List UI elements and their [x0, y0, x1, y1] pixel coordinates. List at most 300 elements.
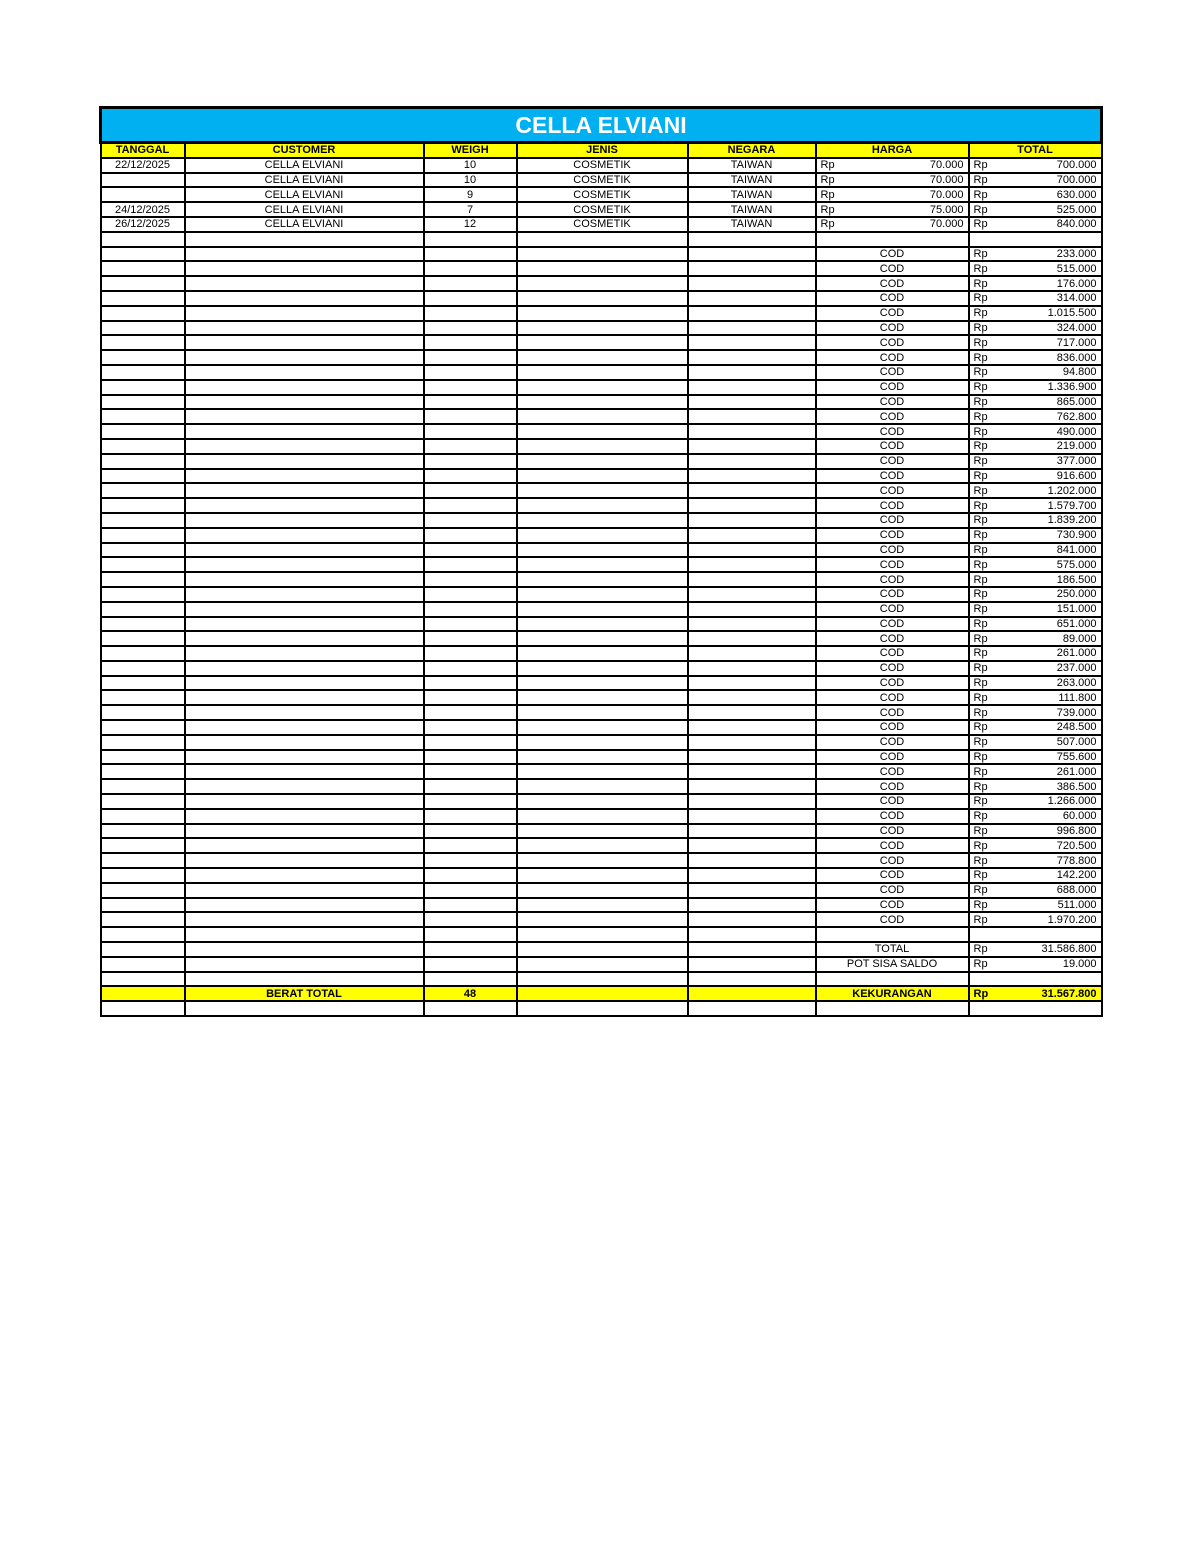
order-row	[101, 173, 1102, 188]
cell-cod-label: COD	[816, 247, 969, 262]
empty-row	[101, 972, 1102, 987]
empty-cell	[185, 291, 424, 306]
empty-cell	[517, 720, 688, 735]
empty-cell	[101, 602, 185, 617]
empty-cell	[101, 572, 185, 587]
empty-cell	[688, 557, 816, 572]
cell-cod-amount	[969, 750, 1102, 765]
empty-cell	[101, 868, 185, 883]
amount-value: 250.000	[1056, 588, 1097, 601]
cod-row	[101, 424, 1102, 439]
empty-cell	[185, 764, 424, 779]
empty-cell	[185, 690, 424, 705]
cell-cod-label: COD	[816, 321, 969, 336]
cod-row	[101, 572, 1102, 587]
cell-weigh: 7	[424, 202, 517, 217]
header-harga: HARGA	[816, 143, 969, 158]
empty-cell	[424, 261, 517, 276]
empty-cell	[688, 498, 816, 513]
empty-cell	[185, 1001, 424, 1016]
amount-value: 248.500	[1056, 721, 1097, 734]
cell-cod-amount	[969, 350, 1102, 365]
empty-cell	[185, 572, 424, 587]
cod-row	[101, 690, 1102, 705]
amount-value: 755.600	[1056, 751, 1097, 764]
empty-cell	[424, 868, 517, 883]
empty-cell	[688, 646, 816, 661]
empty-cell	[101, 720, 185, 735]
cell-cod-label: COD	[816, 898, 969, 913]
empty-cell	[424, 276, 517, 291]
empty-row	[101, 927, 1102, 942]
currency-label: Rp	[973, 617, 988, 630]
empty-cell	[101, 898, 185, 913]
amount-value: 739.000	[1056, 706, 1097, 719]
cell-harga	[816, 187, 969, 202]
cell-harga	[816, 202, 969, 217]
amount-value: 94.800	[1062, 366, 1097, 379]
empty-cell	[424, 794, 517, 809]
currency-label: Rp	[973, 292, 988, 305]
empty-cell	[185, 972, 424, 987]
pot-label: POT SISA SALDO	[816, 957, 969, 972]
currency-label: Rp	[973, 499, 988, 512]
empty-cell	[101, 824, 185, 839]
cod-row	[101, 883, 1102, 898]
cell-harga	[816, 217, 969, 232]
cod-row	[101, 365, 1102, 380]
empty-row	[101, 1001, 1102, 1016]
cell-total	[969, 202, 1102, 217]
cell-cod-label: COD	[816, 720, 969, 735]
empty-cell	[969, 972, 1102, 987]
cell-cod-amount	[969, 557, 1102, 572]
berat-total-label: BERAT TOTAL	[185, 986, 424, 1001]
currency-label: Rp	[973, 321, 988, 334]
currency-label: Rp	[973, 825, 988, 838]
cell-cod-amount	[969, 439, 1102, 454]
currency-label: Rp	[973, 484, 988, 497]
cod-row	[101, 291, 1102, 306]
cell-cod-label: COD	[816, 469, 969, 484]
empty-cell	[517, 247, 688, 262]
cod-row	[101, 853, 1102, 868]
amount-value: 70.000	[929, 173, 964, 186]
empty-cell	[517, 927, 688, 942]
empty-cell	[688, 602, 816, 617]
empty-cell	[688, 261, 816, 276]
amount-value: 490.000	[1056, 425, 1097, 438]
cell-customer: CELLA ELVIANI	[185, 173, 424, 188]
empty-cell	[185, 454, 424, 469]
empty-cell	[517, 646, 688, 661]
empty-cell	[688, 1001, 816, 1016]
amount-value: 142.200	[1056, 869, 1097, 882]
empty-cell	[185, 883, 424, 898]
empty-cell	[185, 380, 424, 395]
cell-cod-amount	[969, 779, 1102, 794]
currency-label: Rp	[973, 440, 988, 453]
empty-cell	[424, 912, 517, 927]
currency-label: Rp	[820, 188, 835, 201]
cell-cod-label: COD	[816, 350, 969, 365]
amount-value: 507.000	[1056, 736, 1097, 749]
amount-value: 219.000	[1056, 440, 1097, 453]
empty-cell	[424, 927, 517, 942]
empty-cell	[517, 794, 688, 809]
empty-cell	[688, 779, 816, 794]
header-negara: NEGARA	[688, 143, 816, 158]
cod-row	[101, 720, 1102, 735]
cod-row	[101, 794, 1102, 809]
empty-cell	[517, 335, 688, 350]
empty-cell	[424, 557, 517, 572]
empty-cell	[424, 705, 517, 720]
amount-value: 31.586.800	[1041, 943, 1097, 956]
empty-cell	[688, 720, 816, 735]
empty-cell	[517, 912, 688, 927]
invoice-table	[99, 106, 1103, 1017]
empty-cell	[424, 439, 517, 454]
empty-cell	[517, 1001, 688, 1016]
cell-cod-label: COD	[816, 454, 969, 469]
cell-negara: TAIWAN	[688, 202, 816, 217]
currency-label: Rp	[973, 203, 988, 216]
cell-harga	[816, 158, 969, 173]
empty-cell	[185, 794, 424, 809]
empty-cell	[185, 587, 424, 602]
empty-cell	[969, 927, 1102, 942]
empty-cell	[969, 232, 1102, 247]
empty-cell	[424, 883, 517, 898]
empty-cell	[688, 853, 816, 868]
cell-cod-amount	[969, 306, 1102, 321]
empty-cell	[688, 631, 816, 646]
cell-cod-amount	[969, 513, 1102, 528]
empty-cell	[517, 483, 688, 498]
empty-cell	[517, 824, 688, 839]
empty-cell	[517, 469, 688, 484]
empty-cell	[101, 676, 185, 691]
empty-cell	[101, 424, 185, 439]
empty-cell	[517, 350, 688, 365]
empty-cell	[185, 735, 424, 750]
currency-label: Rp	[973, 277, 988, 290]
currency-label: Rp	[973, 247, 988, 260]
cell-cod-label: COD	[816, 794, 969, 809]
header-customer: CUSTOMER	[185, 143, 424, 158]
empty-cell	[688, 409, 816, 424]
empty-cell	[688, 617, 816, 632]
empty-cell	[101, 365, 185, 380]
currency-label: Rp	[973, 173, 988, 186]
cell-tanggal: 26/12/2025	[101, 217, 185, 232]
empty-cell	[185, 439, 424, 454]
empty-cell	[517, 764, 688, 779]
amount-value: 60.000	[1062, 810, 1097, 823]
empty-cell	[101, 631, 185, 646]
empty-cell	[424, 898, 517, 913]
empty-cell	[517, 631, 688, 646]
cell-cod-label: COD	[816, 528, 969, 543]
empty-cell	[424, 720, 517, 735]
cod-row	[101, 276, 1102, 291]
empty-cell	[185, 898, 424, 913]
empty-cell	[688, 424, 816, 439]
amount-value: 324.000	[1056, 321, 1097, 334]
cell-customer: CELLA ELVIANI	[185, 202, 424, 217]
empty-cell	[688, 380, 816, 395]
cell-weigh: 12	[424, 217, 517, 232]
empty-cell	[688, 572, 816, 587]
cod-row	[101, 617, 1102, 632]
amount-value: 75.000	[929, 203, 964, 216]
cell-cod-label: COD	[816, 868, 969, 883]
empty-cell	[101, 276, 185, 291]
currency-label: Rp	[973, 573, 988, 586]
cod-row	[101, 261, 1102, 276]
pot-value	[969, 957, 1102, 972]
amount-value: 70.000	[929, 218, 964, 231]
empty-cell	[688, 528, 816, 543]
empty-cell	[424, 957, 517, 972]
order-row	[101, 158, 1102, 173]
cell-cod-label: COD	[816, 779, 969, 794]
currency-label: Rp	[973, 588, 988, 601]
empty-cell	[517, 617, 688, 632]
cell-tanggal: 22/12/2025	[101, 158, 185, 173]
cell-cod-label: COD	[816, 883, 969, 898]
empty-cell	[517, 439, 688, 454]
cell-cod-label: COD	[816, 498, 969, 513]
empty-cell	[969, 1001, 1102, 1016]
empty-cell	[688, 957, 816, 972]
cod-row	[101, 764, 1102, 779]
berat-total-value: 48	[424, 986, 517, 1001]
empty-cell	[688, 868, 816, 883]
empty-cell	[816, 232, 969, 247]
order-row	[101, 217, 1102, 232]
cod-row	[101, 350, 1102, 365]
empty-cell	[101, 779, 185, 794]
empty-cell	[424, 232, 517, 247]
amount-value: 377.000	[1056, 455, 1097, 468]
cell-cod-label: COD	[816, 838, 969, 853]
empty-cell	[101, 395, 185, 410]
amount-value: 261.000	[1056, 765, 1097, 778]
currency-label: Rp	[973, 899, 988, 912]
cell-cod-amount	[969, 543, 1102, 558]
cell-cod-label: COD	[816, 572, 969, 587]
currency-label: Rp	[973, 706, 988, 719]
berat-kekurangan-row	[101, 986, 1102, 1001]
cell-cod-label: COD	[816, 631, 969, 646]
empty-cell	[101, 439, 185, 454]
empty-cell	[517, 750, 688, 765]
empty-cell	[101, 972, 185, 987]
amount-value: 515.000	[1056, 262, 1097, 275]
cell-cod-amount	[969, 735, 1102, 750]
empty-cell	[517, 543, 688, 558]
empty-cell	[424, 1001, 517, 1016]
empty-cell	[101, 617, 185, 632]
cod-row	[101, 380, 1102, 395]
empty-cell	[101, 335, 185, 350]
currency-label: Rp	[973, 425, 988, 438]
amount-value: 525.000	[1056, 203, 1097, 216]
empty-cell	[517, 557, 688, 572]
empty-cell	[185, 631, 424, 646]
empty-cell	[101, 927, 185, 942]
cell-cod-amount	[969, 454, 1102, 469]
cod-row	[101, 735, 1102, 750]
empty-cell	[101, 380, 185, 395]
cell-cod-amount	[969, 631, 1102, 646]
currency-label: Rp	[973, 469, 988, 482]
currency-label: Rp	[973, 410, 988, 423]
currency-label: Rp	[973, 395, 988, 408]
cell-cod-amount	[969, 898, 1102, 913]
cod-row	[101, 631, 1102, 646]
cell-total	[969, 173, 1102, 188]
amount-value: 700.000	[1056, 173, 1097, 186]
cell-cod-amount	[969, 498, 1102, 513]
cod-row	[101, 543, 1102, 558]
empty-cell	[688, 469, 816, 484]
cod-row	[101, 912, 1102, 927]
total-label: TOTAL	[816, 942, 969, 957]
currency-label: Rp	[973, 884, 988, 897]
currency-label: Rp	[820, 203, 835, 216]
empty-cell	[688, 883, 816, 898]
empty-cell	[517, 838, 688, 853]
cell-cod-label: COD	[816, 291, 969, 306]
cell-cod-label: COD	[816, 661, 969, 676]
cell-cod-amount	[969, 617, 1102, 632]
cell-cod-label: COD	[816, 483, 969, 498]
empty-cell	[517, 395, 688, 410]
empty-cell	[424, 972, 517, 987]
cod-row	[101, 824, 1102, 839]
cell-cod-amount	[969, 469, 1102, 484]
empty-cell	[424, 764, 517, 779]
cell-cod-amount	[969, 602, 1102, 617]
cod-row	[101, 602, 1102, 617]
currency-label: Rp	[820, 218, 835, 231]
currency-label: Rp	[973, 307, 988, 320]
empty-cell	[517, 602, 688, 617]
currency-label: Rp	[973, 751, 988, 764]
empty-cell	[688, 321, 816, 336]
empty-cell	[424, 661, 517, 676]
cell-cod-amount	[969, 883, 1102, 898]
cod-row	[101, 454, 1102, 469]
empty-cell	[688, 247, 816, 262]
cell-weigh: 10	[424, 158, 517, 173]
empty-cell	[185, 498, 424, 513]
cell-cod-label: COD	[816, 824, 969, 839]
empty-row	[101, 232, 1102, 247]
empty-cell	[424, 291, 517, 306]
empty-cell	[688, 927, 816, 942]
empty-cell	[101, 291, 185, 306]
cell-cod-amount	[969, 794, 1102, 809]
empty-cell	[424, 572, 517, 587]
empty-cell	[517, 690, 688, 705]
cell-jenis: COSMETIK	[517, 158, 688, 173]
empty-cell	[101, 557, 185, 572]
amount-value: 651.000	[1056, 617, 1097, 630]
empty-cell	[424, 587, 517, 602]
empty-cell	[101, 986, 185, 1001]
empty-cell	[101, 321, 185, 336]
currency-label: Rp	[973, 677, 988, 690]
sheet-title: CELLA ELVIANI	[101, 108, 1102, 143]
cell-cod-amount	[969, 676, 1102, 691]
currency-label: Rp	[973, 543, 988, 556]
amount-value: 176.000	[1056, 277, 1097, 290]
empty-cell	[185, 750, 424, 765]
cell-tanggal	[101, 173, 185, 188]
cell-cod-amount	[969, 365, 1102, 380]
empty-cell	[688, 898, 816, 913]
empty-cell	[688, 439, 816, 454]
cell-cod-label: COD	[816, 735, 969, 750]
currency-label: Rp	[973, 603, 988, 616]
empty-cell	[424, 676, 517, 691]
cod-row	[101, 483, 1102, 498]
empty-cell	[101, 454, 185, 469]
empty-cell	[185, 824, 424, 839]
currency-label: Rp	[820, 159, 835, 172]
empty-cell	[185, 661, 424, 676]
empty-cell	[185, 261, 424, 276]
cell-cod-amount	[969, 261, 1102, 276]
empty-cell	[424, 838, 517, 853]
cell-cod-label: COD	[816, 750, 969, 765]
currency-label: Rp	[973, 455, 988, 468]
empty-cell	[424, 365, 517, 380]
cell-cod-label: COD	[816, 912, 969, 927]
empty-cell	[101, 957, 185, 972]
currency-label: Rp	[973, 381, 988, 394]
amount-value: 630.000	[1056, 188, 1097, 201]
currency-label: Rp	[973, 736, 988, 749]
amount-value: 865.000	[1056, 395, 1097, 408]
empty-cell	[517, 365, 688, 380]
empty-cell	[101, 469, 185, 484]
empty-cell	[517, 513, 688, 528]
currency-label: Rp	[973, 351, 988, 364]
empty-cell	[101, 690, 185, 705]
empty-cell	[688, 365, 816, 380]
cell-cod-amount	[969, 764, 1102, 779]
empty-cell	[101, 306, 185, 321]
cell-jenis: COSMETIK	[517, 173, 688, 188]
empty-cell	[101, 247, 185, 262]
cell-cod-amount	[969, 395, 1102, 410]
empty-cell	[101, 705, 185, 720]
empty-cell	[185, 957, 424, 972]
cell-cod-label: COD	[816, 646, 969, 661]
empty-cell	[816, 1001, 969, 1016]
empty-cell	[688, 232, 816, 247]
empty-cell	[101, 483, 185, 498]
cell-cod-label: COD	[816, 365, 969, 380]
empty-cell	[185, 276, 424, 291]
cod-row	[101, 306, 1102, 321]
empty-cell	[424, 306, 517, 321]
